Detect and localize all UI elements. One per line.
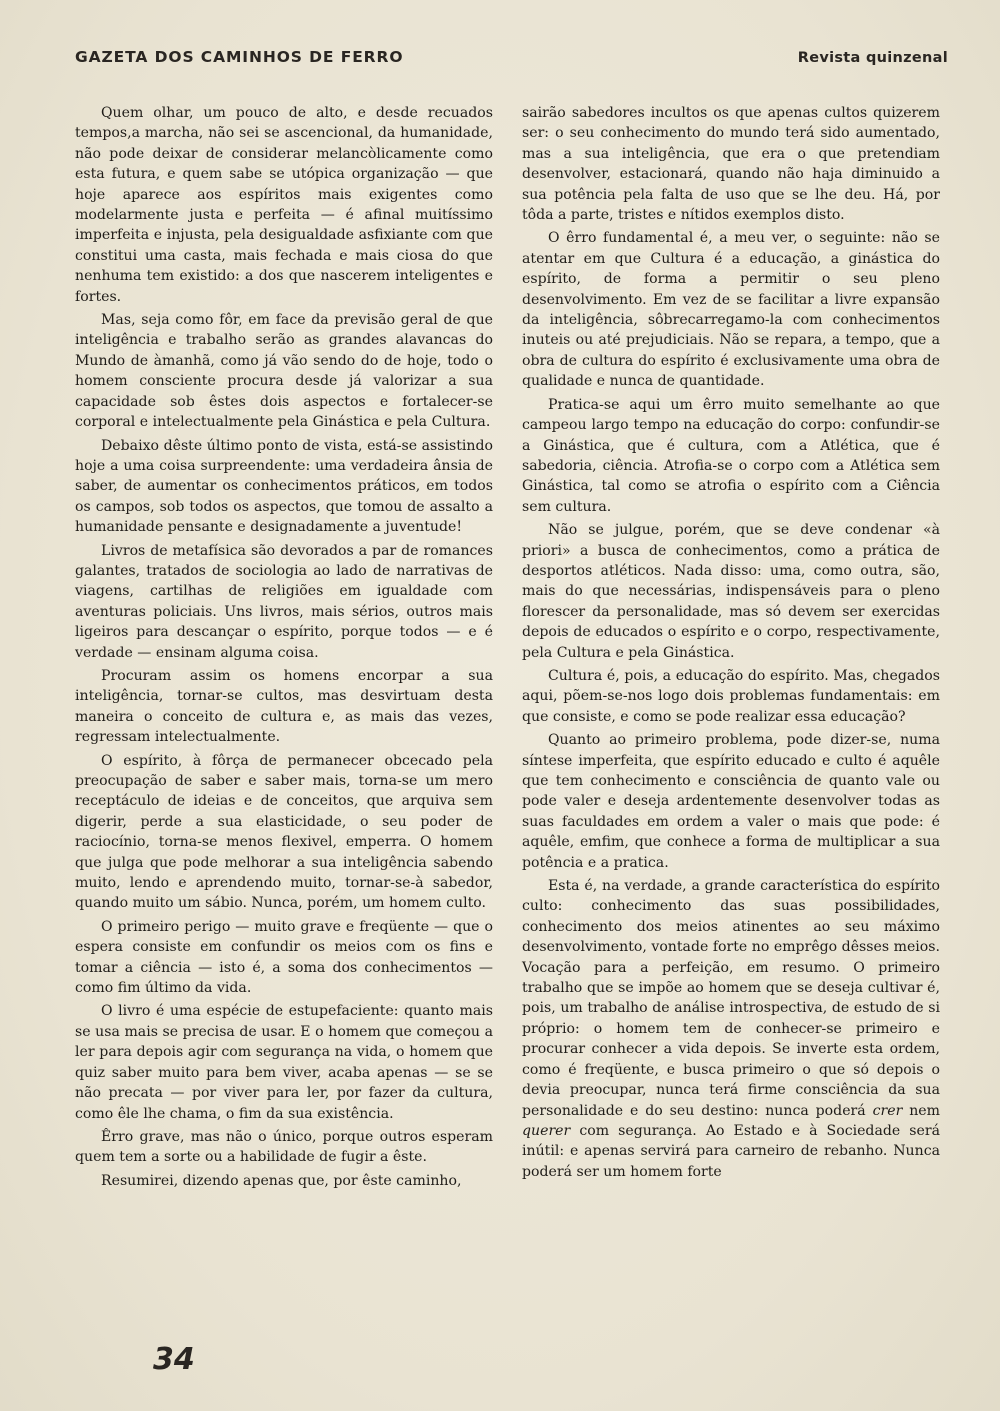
paragraph: Cultura é, pois, a educação do espírito. Mas, chegados aqui, põem-se-nos logo dois problemas fundamentais: em que consiste, e como se pode realizar essa educação?: [522, 667, 940, 725]
paragraph: O êrro fundamental é, a meu ver, o seguinte: não se atentar em que Cultura é a educação, a ginástica do espírito, de forma a permitir o seu pleno desenvolvimento. Em vez de se facilitar a livre expansão da inteligência, sôbrecarregamo-la com conhecimentos inuteis ou até prejudiciais. Não se repara, a tempo, que a obra de cultura do espírito é exclusivamente uma obra de qualidade e nunca de quantidade.: [522, 230, 940, 390]
text-run: com segurança. Ao Estado e à Sociedade será inútil: e apenas servirá para carneiro de rebanho. Nunca poderá ser um homem forte: [522, 1122, 940, 1180]
paragraph: Pratica-se aqui um êrro muito semelhante ao que campeou largo tempo na educação do corpo: confundir-se a Ginástica, que é cultura, com a Atlética, que é sabedoria, ciência. Atrofia-se o corpo com a Atlética sem Ginástica, tal como se atrofia o espírito com a Ciência sem cultura.: [522, 396, 940, 515]
page-number: 34: [153, 1342, 195, 1377]
journal-title: GAZETA DOS CAMINHOS DE FERRO: [75, 48, 404, 66]
text-run: nem: [902, 1102, 941, 1119]
paragraph: Livros de metafísica são devorados a par de romances galantes, tratados de sociologia ao lado de narrativas de viagens, cartilhas de religiões em igualdade com aventuras policiais. Uns livros, mais sérios, outros mais ligeiros para descançar o espírito, porque todos — e é verdade — ensinam alguma coisa.: [75, 542, 493, 661]
paragraph: Resumirei, dizendo apenas que, por êste caminho,: [101, 1172, 462, 1189]
paragraph: Não se julgue, porém, que se deve condenar «à priori» a busca de conhecimentos, como a prática de desportos atléticos. Nada disso: uma, como outra, são, mais do que necessárias, indispensáveis para o pleno florescer da personalidade, mas só devem ser exercidas depois de educados o espírito e o corpo, respectivamente, pela Cultura e pela Ginástica.: [522, 522, 940, 661]
paragraph: Procuram assim os homens encorpar a sua inteligência, tornar-se cultos, mas desvirtuam desta maneira o conceito de cultura e, as mais das vezes, regressam intelectualmente.: [75, 667, 493, 746]
paragraph: [522, 876, 940, 1182]
paragraph: Êrro grave, mas não o único, porque outros esperam quem tem a sorte ou a habilidade de fugir a êste.: [75, 1128, 493, 1166]
journal-subtitle: Revista quinzenal: [797, 50, 948, 66]
paragraph: Debaixo dêste último ponto de vista, está-se assistindo hoje a uma coisa surpreendente: uma verdadeira ânsia de saber, de aumentar os conhecimentos práticos, em todos os campos, sob todos os aspectos, que tomou de assalto a humanidade pensante e designadamente a juventude!: [75, 437, 493, 536]
paragraph: Quem olhar, um pouco de alto, e desde recuados tempos,a marcha, não sei se ascencional, da humanidade, não pode deixar de considerar melancòlicamente como esta futura, e quem sabe se utópica organização — que hoje aparece aos espíritos mais exigentes como modelarmente justa e perfeita — é afinal muitíssimo imperfeita e injusta, pela desigualdade asfixiante com que constitui uma casta, mais fechada e mais ciosa do que nenhuma tem existido: a dos que nascerem inteligentes e fortes.: [75, 105, 493, 305]
paragraph: O livro é uma espécie de estupefaciente: quanto mais se usa mais se precisa de usar. E o homem que começou a ler para depois agir com segurança na vida, o homem que quiz saber muito para bem viver, acaba apenas — se se não precata — por viver para ler, por fazer da cultura, como êle lhe chama, o fim da sua existência.: [75, 1003, 493, 1122]
paragraph: O primeiro perigo — muito grave e freqüente — que o espera consiste em confundir os meios com os fins e tomar a ciência — isto é, a soma dos conhecimentos — como fim último da vida.: [75, 918, 493, 997]
paragraph: O espírito, à fôrça de permanecer obcecado pela preocupação de saber e saber mais, torna-se um mero receptáculo de ideias e de conceitos, que arquiva sem digerir, perde a sua elasticidade, o seu poder de raciocínio, torna-se menos flexivel, emperra. O homem que julga que pode melhorar a sua inteligência sabendo muito, lendo e aprendendo muito, tornar-se-à sabedor, quando muito um sábio. Nunca, porém, um homem culto.: [75, 752, 493, 912]
paragraph: Mas, seja como fôr, em face da previsão geral de que inteligência e trabalho serão as grandes alavancas do Mundo de àmanhã, como já vão sendo do de hoje, todo o homem consciente procura desde já valorizar a sua capacidade sob êstes dois aspectos e fortalecer-se corporal e intelectualmente pela Ginástica e pela Cultura.: [75, 312, 493, 431]
paragraph: sairão sabedores incultos os que apenas cultos quizerem ser: o seu conhecimento do mundo terá sido aumentado, mas a sua inteligência, que era o que pretendiam desenvolver, estacionará, quando não haja diminuido a sua potência pela falta de uso que se lhe deu. Há, por tôda a parte, tristes e nítidos exemplos disto.: [522, 105, 940, 224]
right-column: [522, 103, 940, 1185]
italic-word: querer: [522, 1122, 571, 1139]
text-run: Esta é, na verdade, a grande característica do espírito culto: conhecimento das suas possibilidades, conhecimento dos meios atinentes ao seu máximo desenvolvimento, vontade forte no emprêgo dêsses meios. Vocação para a perfeição, em resumo. O primeiro trabalho que se impõe ao homem que se deseja cultivar é, pois, um trabalho de análise introspectiva, de estudo de si próprio: o homem tem de conhecer-se primeiro e procurar conhecer a vida depois. Se inverte esta ordem, como é freqüente, e busca primeiro o que só depois o devia preocupar, nunca terá firme consciência da sua personalidade e do seu destino: nunca poderá: [522, 878, 940, 1119]
paragraph: Quanto ao primeiro problema, pode dizer-se, numa síntese imperfeita, que espírito educado e culto é aquêle que tem conhecimento e consciência de quanto vale ou pode valer e deseja ardentemente desenvolver todas as suas faculdades em ordem a valer o mais que pode: é aquêle, emfim, que conhece a forma de multiplicar a sua potência e a pratica.: [522, 732, 940, 871]
left-column: [75, 103, 493, 1194]
running-header: [75, 48, 948, 72]
italic-word: crer: [872, 1102, 903, 1119]
